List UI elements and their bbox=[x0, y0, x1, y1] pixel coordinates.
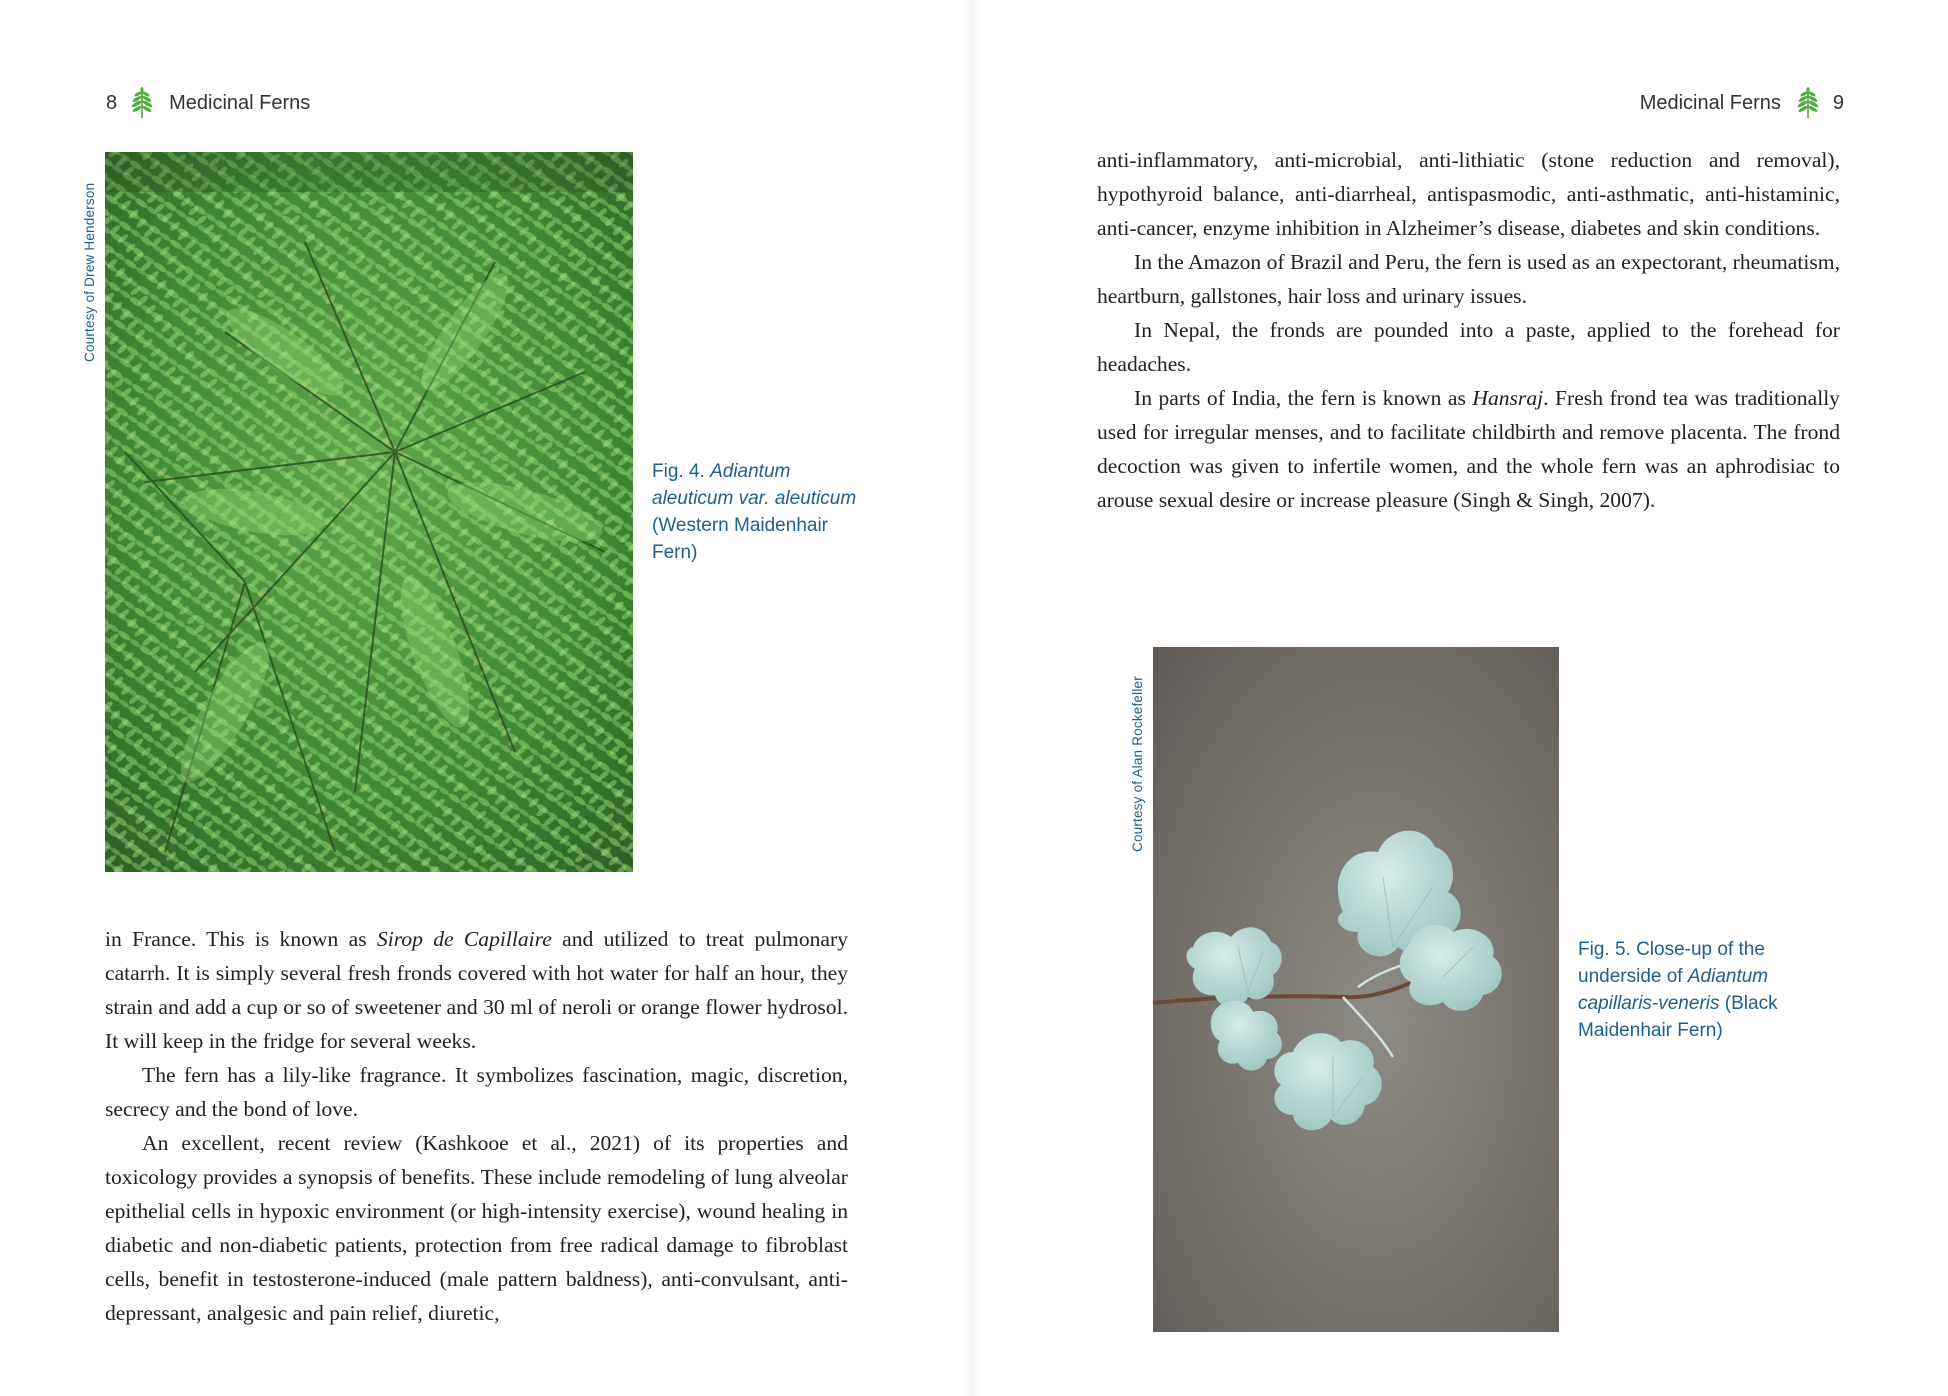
photo-credit-fig5: Courtesy of Alan Rockefeller bbox=[1130, 676, 1145, 852]
fern-sprig-icon bbox=[1797, 87, 1819, 119]
fig4-caption bbox=[652, 458, 857, 566]
photo-credit-fig4: Courtesy of Drew Henderson bbox=[82, 182, 97, 362]
fig5-caption-common-name: (Black Maidenhair Fern) bbox=[1578, 993, 1778, 1041]
right-running-head bbox=[1640, 88, 1844, 118]
fig5-caption-species: Adiantum capillaris-veneris bbox=[1578, 966, 1769, 1014]
fig4-caption-number: Fig. 4. bbox=[652, 461, 711, 482]
right-page-number: 9 bbox=[1832, 91, 1844, 114]
left-page-number: 8 bbox=[106, 91, 118, 114]
fig5-caption-number: Fig. 5. Close-up of the underside of bbox=[1578, 939, 1765, 987]
fig4-caption-species: Adiantum aleuticum var. aleuticum bbox=[652, 461, 857, 509]
right-p4-text-a: In parts of India, the fern is known as bbox=[1134, 386, 1473, 410]
fig4-fern-photo bbox=[105, 152, 633, 872]
left-p1-italic: Sirop de Capillaire bbox=[376, 927, 552, 951]
right-p4-italic: Hansraj bbox=[1472, 386, 1544, 410]
right-paragraph-3: In Nepal, the fronds are pounded into a paste, applied to the forehead for headaches. bbox=[1097, 318, 1840, 376]
left-running-head bbox=[106, 88, 310, 118]
right-p4-text-b: . Fresh frond tea was traditionally used for irregular menses, and to facilitate childbirth and remove placenta. The frond decoction was given to infertile women, and the whole fern was an aphrodisiac to arouse sexual desire or increase pleasure (Singh & Singh, 2007). bbox=[1097, 386, 1840, 512]
fig4-caption-common-name: (Western Maidenhair Fern) bbox=[652, 515, 829, 563]
right-paragraph-2: In the Amazon of Brazil and Peru, the fern is used as an expectorant, rheumatism, heartburn, gallstones, hair loss and urinary issues. bbox=[1097, 250, 1840, 308]
fig5-fern-photo bbox=[1153, 647, 1559, 1332]
right-paragraph-4 bbox=[1097, 381, 1840, 517]
fig5-caption bbox=[1578, 936, 1823, 1044]
left-paragraph-2: The fern has a lily-like fragrance. It symbolizes fascination, magic, discretion, secrecy and the bond of love. bbox=[105, 1063, 848, 1121]
right-paragraph-1: anti-inflammatory, anti-microbial, anti-lithiatic (stone reduction and removal), hypothyroid balance, anti-diarrheal, antispasmodic, anti-asthmatic, anti-histaminic, anti-cancer, enzyme inhibition in Alzheimer’s disease, diabetes and skin conditions. bbox=[1097, 148, 1840, 240]
left-body-text bbox=[105, 922, 848, 1330]
right-running-title: Medicinal Ferns bbox=[1639, 91, 1781, 114]
right-body-text bbox=[1097, 143, 1840, 517]
book-gutter bbox=[965, 0, 979, 1396]
left-paragraph-3: An excellent, recent review (Kashkooe et al., 2021) of its properties and toxicology provides a synopsis of benefits. These include remodeling of lung alveolar epithelial cells in hypoxic environment (or high-intensity exercise), wound healing in diabetic and non-diabetic patients, protection from free radical damage to fibroblast cells, benefit in testosterone-induced (male pattern baldness), anti-convulsant, anti-depressant, analgesic and pain relief, diuretic, bbox=[105, 1131, 848, 1325]
left-p1-text-a: in France. This is known as bbox=[105, 927, 377, 951]
left-running-title: Medicinal Ferns bbox=[169, 91, 311, 114]
left-paragraph-1 bbox=[105, 922, 848, 1058]
left-p1-text-b: and utilized to treat pulmonary catarrh. It is simply several fresh fronds covered with hot water for half an hour, they strain and add a cup or so of sweetener and 30 ml of neroli or orange flower hydrosol. It will keep in the fridge for several weeks. bbox=[105, 927, 848, 1053]
fern-sprig-icon bbox=[131, 87, 153, 119]
